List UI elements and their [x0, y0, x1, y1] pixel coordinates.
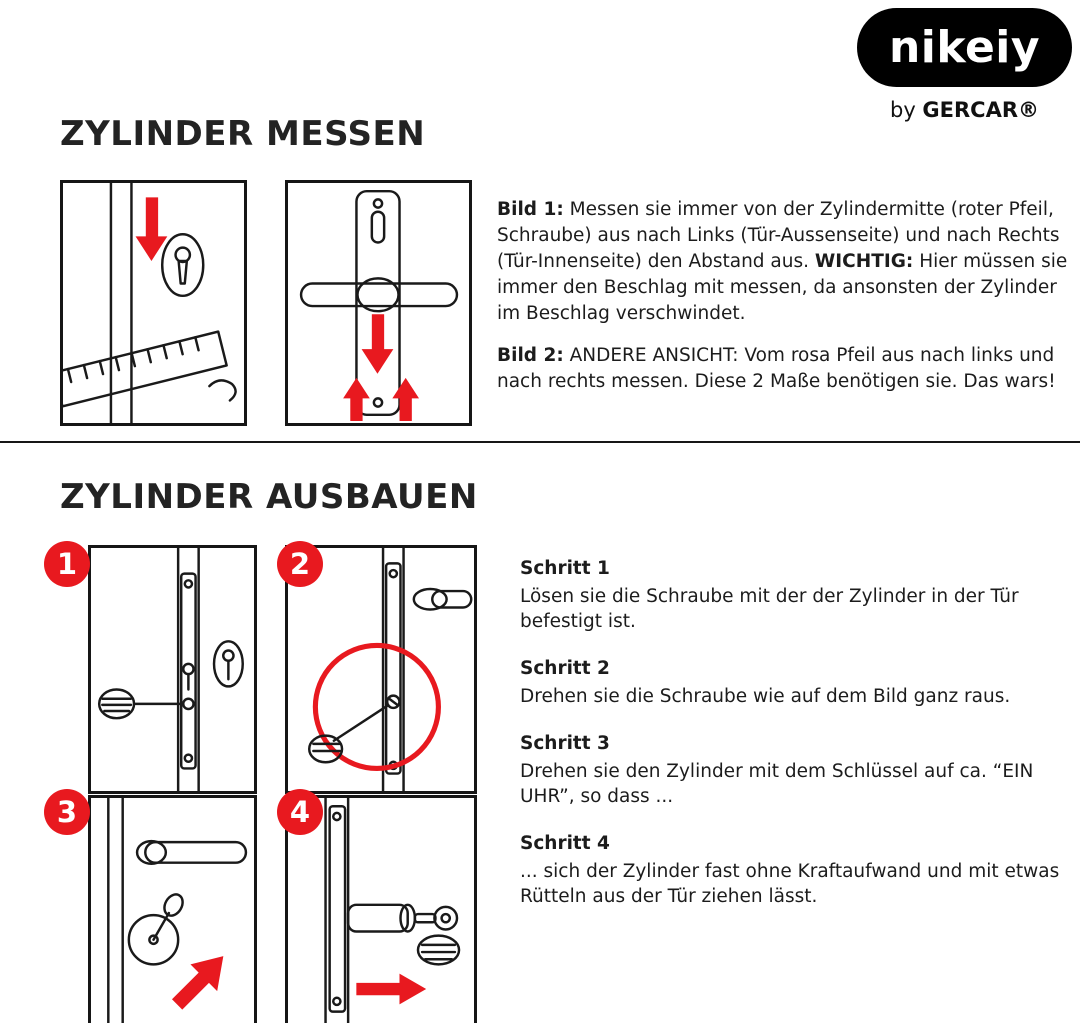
- screwdriver-on-lock-illustration: [91, 548, 254, 791]
- brand-byline: [857, 98, 1072, 122]
- measure-captions: [497, 197, 1080, 395]
- step-1-badge: 1: [44, 541, 90, 587]
- step-3-text: Drehen sie den Zylinder mit dem Schlüssel auf ca. “EIN UHR”, so dass ...: [520, 761, 1034, 807]
- step-3-badge: 3: [44, 789, 90, 835]
- red-up-right-arrow-icon: [172, 956, 223, 1009]
- remove-steps: [520, 556, 1068, 909]
- euro-profile-slot: [372, 212, 384, 243]
- bild-1-panel: [60, 180, 247, 426]
- step-4-badge: 4: [277, 789, 323, 835]
- step-2-badge: 2: [277, 541, 323, 587]
- cylinder-with-key: [348, 905, 457, 932]
- red-up-arrow-icon: [392, 378, 419, 421]
- keyhole-escutcheon: [162, 234, 203, 296]
- lock-faceplate: [330, 806, 345, 1011]
- red-down-arrow-icon: [136, 197, 168, 261]
- step-1-text: Lösen sie die Schraube mit der der Zylinder in der Tür befestigt ist.: [520, 586, 1019, 632]
- bild-1-label: Bild 1:: [497, 199, 564, 220]
- step-2-text: Drehen sie die Schraube wie auf dem Bild ganz raus.: [520, 686, 1011, 707]
- bild-1-caption: Bild 1: Messen sie immer von der Zylindermitte (roter Pfeil, Schraube) aus nach Links (Tür-Aussenseite) und nach Rechts (Tür-Innenseite) den Abstand aus. WICHTIG: Hier müssen sie immer den Beschlag mit messen, da ansonsten der Zylinder im Beschlag verschwindet.: [497, 199, 1068, 324]
- brand-logo-text: nikeiy: [888, 22, 1041, 73]
- screw-turning-detail-illustration: [288, 548, 474, 791]
- brand-byline-prefix: by: [889, 98, 923, 122]
- section-divider: [0, 441, 1080, 443]
- step-1-label: Schritt 1: [520, 558, 610, 579]
- door-handle: [137, 841, 246, 864]
- hand: [209, 380, 235, 400]
- step-1-panel: [88, 545, 257, 794]
- key-turned-illustration: [91, 798, 254, 1023]
- door-handle: [301, 278, 457, 311]
- step-2-instruction: [520, 656, 1068, 709]
- wichtig-label: WICHTIG:: [814, 251, 914, 272]
- red-down-arrow-icon: [362, 314, 394, 373]
- brand-byline-name: GERCAR®: [922, 98, 1040, 122]
- red-right-arrow-icon: [356, 974, 426, 1005]
- step-3-panel: [88, 795, 257, 1023]
- ruler: [63, 332, 227, 407]
- keyhole-escutcheon: [214, 641, 243, 686]
- step-3-instruction: [520, 731, 1068, 809]
- step-4-text: ... sich der Zylinder fast ohne Kraftaufwand und mit etwas Rütteln aus der Tür ziehen lässt.: [520, 861, 1060, 907]
- brand-logo: [857, 8, 1072, 87]
- lock-faceplate: [386, 563, 400, 773]
- step-3-label: Schritt 3: [520, 733, 610, 754]
- thumbturn-with-key: [129, 891, 186, 964]
- step-4-label: Schritt 4: [520, 833, 610, 854]
- door-plate-front-illustration: [288, 183, 469, 423]
- remove-section-title: ZYLINDER AUSBAUEN: [60, 477, 478, 517]
- door-edge-measuring-illustration: [63, 183, 244, 423]
- step-1-instruction: [520, 556, 1068, 634]
- hand: [418, 936, 459, 965]
- door-handle: [414, 589, 471, 610]
- bild-2-panel: [285, 180, 472, 426]
- bild-2-label: Bild 2:: [497, 345, 564, 366]
- step-2-label: Schritt 2: [520, 658, 610, 679]
- step-4-instruction: [520, 831, 1068, 909]
- bild-2-caption: Bild 2: ANDERE ANSICHT: Vom rosa Pfeil aus nach links und nach rechts messen. Diese 2 Maße benötigen sie. Das wars!: [497, 345, 1056, 392]
- measure-section-title: ZYLINDER MESSEN: [60, 114, 426, 154]
- cylinder-pull-out-illustration: [288, 798, 474, 1023]
